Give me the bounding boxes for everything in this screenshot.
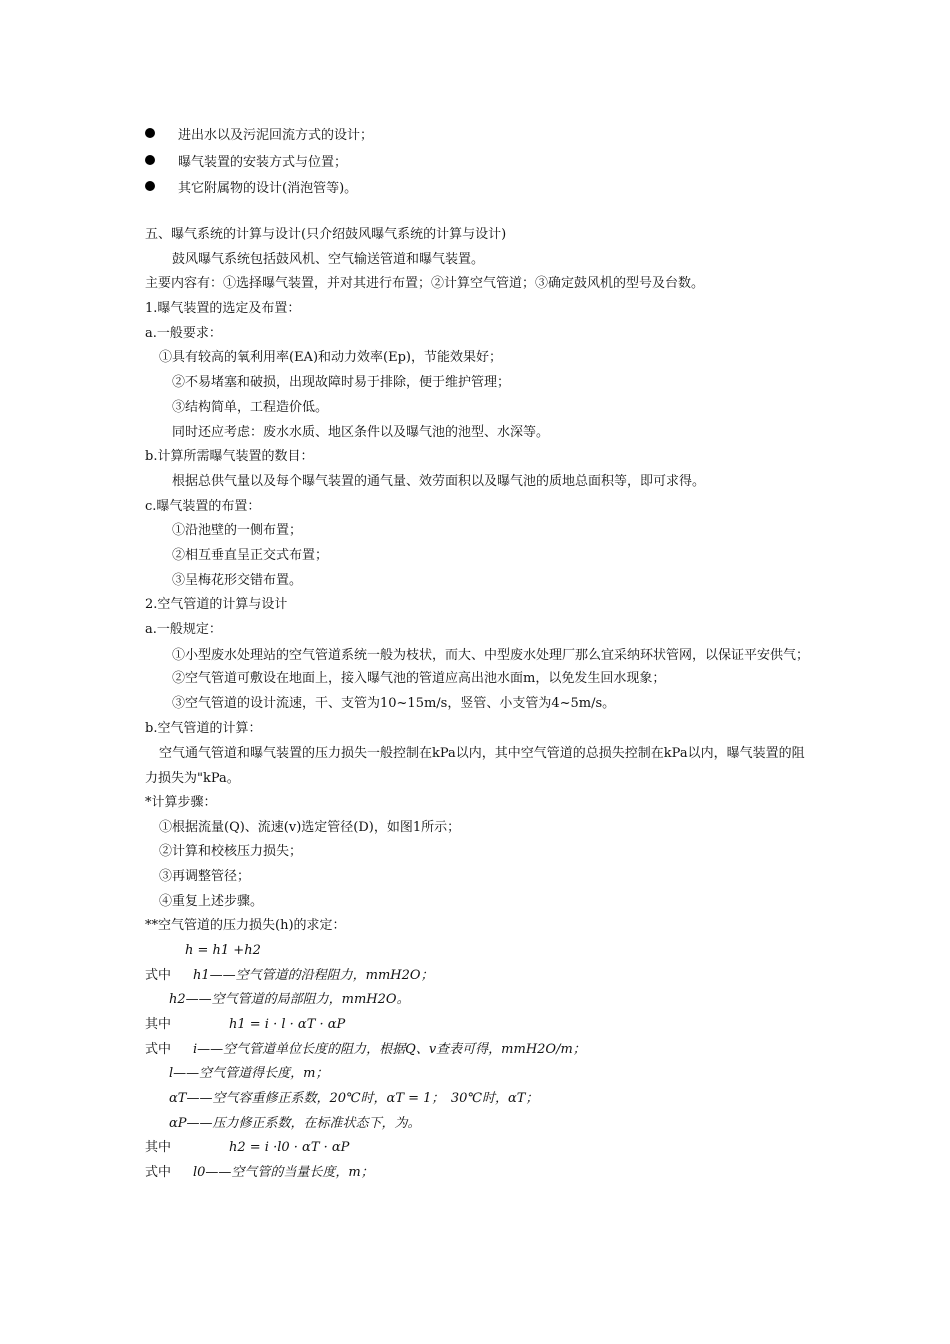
- definition-line: [145, 1039, 815, 1064]
- subheading: b.计算所需曝气装置的数目：: [145, 449, 314, 465]
- list-item: ③再调整管径；: [159, 868, 251, 884]
- list-item: ③呈梅花形交错布置。: [172, 572, 303, 588]
- list-item: ②相互垂直呈正交式布置；: [172, 547, 329, 563]
- list-item: ②空气管道可敷设在地面上，接入曝气池的管道应高出池水面m，以免发生回水现象；: [172, 671, 666, 687]
- definition-line: [145, 965, 815, 990]
- subheading: a.一般要求：: [145, 325, 222, 341]
- definition-line: [145, 1162, 815, 1187]
- document-body: [145, 224, 815, 1187]
- bullet-text: 进出水以及污泥回流方式的设计；: [178, 128, 374, 143]
- definition: l——空气管道得长度，m；: [169, 1066, 329, 1082]
- formula-line: [145, 1014, 815, 1039]
- formula: h = h1 +h2: [185, 942, 261, 958]
- subheading: c.曝气装置的布置：: [145, 498, 261, 514]
- list-item: [145, 126, 825, 153]
- label: 其中: [145, 1017, 172, 1033]
- label: 式中: [145, 967, 172, 983]
- paragraph: 同时还应考虑：废水水质、地区条件以及曝气池的池型、水深等。: [172, 424, 550, 440]
- formula-line: [145, 1137, 815, 1162]
- definition: αP——压力修正系数，在标准状态下，为。: [169, 1115, 421, 1131]
- list-item: ①根据流量(Q)、流速(v)选定管径(D)，如图1所示；: [159, 819, 461, 835]
- paragraph: 鼓风曝气系统包括鼓风机、空气输送管道和曝气装置。: [172, 251, 485, 267]
- list-item: [145, 179, 825, 206]
- bullet-icon: [145, 181, 155, 191]
- section-heading: 五、曝气系统的计算与设计(只介绍鼓风曝气系统的计算与设计): [145, 227, 507, 242]
- label: 式中: [145, 1041, 172, 1057]
- subheading: *计算步骤：: [145, 794, 217, 810]
- list-item: ④重复上述步骤。: [159, 893, 264, 909]
- subheading: b.空气管道的计算：: [145, 720, 262, 736]
- subheading: 1.曝气装置的选定及布置：: [145, 301, 301, 317]
- bullet-icon: [145, 128, 155, 138]
- paragraph: 空气通气管道和曝气装置的压力损失一般控制在kPa以内，其中空气管道的总损失控制在kPa以内，曝气装置的阻力损失为"kPa。: [145, 746, 805, 787]
- bullet-text: 其它附属物的设计(消泡管等)。: [178, 181, 358, 196]
- list-item: ①具有较高的氧利用率(EA)和动力效率(Ep)，节能效果好；: [159, 350, 502, 366]
- list-item: ③结构简单，工程造价低。: [172, 399, 329, 415]
- list-item: [145, 153, 825, 180]
- paragraph: 主要内容有：①选择曝气装置，并对其进行布置；②计算空气管道；③确定鼓风机的型号及台数。: [145, 276, 705, 292]
- label: 式中: [145, 1165, 172, 1181]
- definition: i——空气管道单位长度的阻力，根据Q、v查表可得，mmH2O/m；: [193, 1041, 586, 1057]
- formula: h1 = i · l · αT · αP: [229, 1017, 346, 1033]
- formula: h2 = i ·l0 · αT · αP: [229, 1140, 350, 1156]
- bullet-list: [145, 126, 825, 206]
- definition: h1——空气管道的沿程阻力，mmH2O；: [193, 967, 434, 983]
- list-item: ②不易堵塞和破损，出现故障时易于排除，便于维护管理；: [172, 375, 511, 391]
- subheading: 2.空气管道的计算与设计: [145, 597, 288, 613]
- list-item: ①沿池壁的一侧布置；: [172, 523, 303, 539]
- subheading: a.一般规定：: [145, 622, 222, 637]
- definition: l0——空气管的当量长度，m；: [193, 1165, 374, 1181]
- paragraph: 根据总供气量以及每个曝气装置的通气量、效劳面积以及曝气池的质地总面积等，即可求得。: [172, 473, 706, 489]
- bullet-text: 曝气装置的安装方式与位置；: [178, 154, 348, 170]
- paragraph: ①小型废水处理站的空气管道系统一般为枝状，而大、中型废水处理厂那么宜采纳环状管网，以保证平安供气；: [172, 647, 810, 663]
- list-item: ③空气管道的设计流速，干、支管为10~15m/s，竖管、小支管为4~5m/s。: [172, 696, 616, 712]
- definition: h2——空气管道的局部阻力，mmH2O。: [169, 992, 410, 1008]
- list-item: ②计算和校核压力损失；: [159, 844, 303, 860]
- definition: αT——空气容重修正系数，20℃时，αT = 1； 30℃时，αT；: [169, 1091, 539, 1107]
- label: 其中: [145, 1140, 172, 1156]
- subheading: **空气管道的压力损失(h)的求定：: [145, 918, 346, 934]
- bullet-icon: [145, 155, 155, 165]
